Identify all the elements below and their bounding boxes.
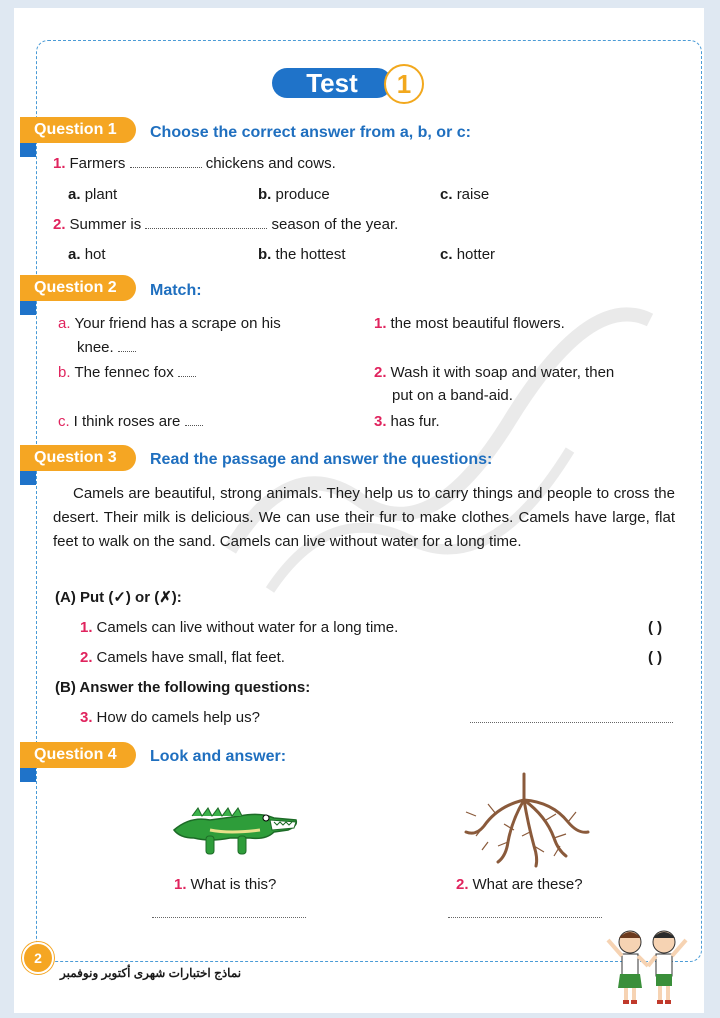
match-left-c [58,413,203,430]
match-number: 3. [374,413,387,430]
option-text: hotter [456,246,496,263]
match-letter: c. [58,413,70,430]
item-text: Camels can live without water for a long time. [96,619,399,636]
option-letter: c. [440,246,453,263]
answer-blank[interactable] [130,167,202,168]
question-2-tab [20,301,36,315]
option-text: hot [84,246,106,263]
question-1-badge: Question 1 [20,117,136,143]
tf-answer-box-1[interactable]: ( ) [648,619,663,636]
match-letter: b. [58,364,71,381]
question-4-badge: Question 4 [20,742,136,768]
q1-item-1-option-b[interactable] [258,186,330,203]
item-number: 1. [174,876,187,893]
watermark-signature [210,300,670,600]
answer-blank[interactable] [145,228,267,229]
question-3-tab [20,471,36,485]
children-illustration [604,926,692,1006]
item-text: Camels have small, flat feet. [96,649,285,666]
picture-question-2 [456,876,583,893]
item-text-post: season of the year. [271,216,399,233]
q1-item-2 [53,216,398,233]
answer-line[interactable] [448,916,602,918]
match-right-1 [374,315,565,332]
match-left-a [58,315,281,332]
answer-line[interactable] [470,721,673,723]
option-text: produce [275,186,330,203]
part-b-heading: (B) Answer the following questions: [55,679,311,696]
match-left-b [58,364,196,381]
match-letter: a. [58,315,71,332]
option-letter: a. [68,186,81,203]
tf-item-1 [80,619,398,636]
match-number: 1. [374,315,387,332]
item-number: 3. [80,709,93,726]
reading-passage: Camels are beautiful, strong animals. They help us to carry things and people to cross the desert. Their milk is delicious. We can use their fur to make clothes. Camels have large, flat feet to walk on the sand. Camels can live without water for a long time. [53,485,675,550]
roots-image [458,772,594,868]
item-number: 2. [80,649,93,666]
item-text: What is this? [190,876,277,893]
test-title: Test [272,68,392,98]
question-4-tab [20,768,36,782]
footer-text: نماذج اختبارات شهرى أكتوبر ونوفمبر [60,966,242,980]
item-text-pre: Summer is [69,216,142,233]
match-text: The fennec fox [74,364,174,381]
item-number: 1. [53,155,66,172]
item-text-pre: Farmers [69,155,126,172]
q1-item-1 [53,155,336,172]
q1-item-2-option-b[interactable] [258,246,346,263]
answer-blank[interactable] [118,351,136,352]
q1-item-2-option-a[interactable] [68,246,106,263]
match-text: I think roses are [73,413,181,430]
question-1-heading: Choose the correct answer from a, b, or c: [150,124,471,141]
q1-item-2-option-c[interactable] [440,246,495,263]
option-text: plant [84,186,118,203]
part-a-heading: (A) Put (✓) or (✗): [55,589,182,606]
match-text: the most beautiful flowers. [390,315,565,332]
match-text: has fur. [390,413,440,430]
item-number: 2. [53,216,66,233]
picture-question-1 [174,876,276,893]
match-right-3 [374,413,440,430]
match-right-2 [374,364,614,381]
option-text: raise [456,186,490,203]
match-left-a-cont [77,339,136,356]
match-right-2-cont [392,387,513,404]
question-4-heading: Look and answer: [150,748,287,765]
answer-blank[interactable] [185,425,203,426]
crocodile-image [170,786,300,862]
option-letter: b. [258,186,272,203]
item-number: 2. [456,876,469,893]
match-text: Your friend has a scrape on his [74,315,281,332]
item-text: How do camels help us? [96,709,260,726]
question-3-heading: Read the passage and answer the questions: [150,451,493,468]
item-text: What are these? [472,876,583,893]
match-text: knee. [77,339,114,356]
test-number-badge: 1 [384,64,424,104]
answer-line[interactable] [152,916,306,918]
open-question-3 [80,709,260,726]
question-3-badge: Question 3 [20,445,136,471]
tf-item-2 [80,649,285,666]
item-text-post: chickens and cows. [205,155,336,172]
q1-item-1-option-a[interactable] [68,186,117,203]
option-letter: a. [68,246,81,263]
page-number-badge: 2 [22,942,54,974]
option-letter: b. [258,246,272,263]
match-text: put on a band-aid. [392,387,513,404]
question-2-heading: Match: [150,282,202,299]
tf-answer-box-2[interactable]: ( ) [648,649,663,666]
match-text: Wash it with soap and water, then [390,364,615,381]
option-letter: c. [440,186,453,203]
question-2-badge: Question 2 [20,275,136,301]
answer-blank[interactable] [178,376,196,377]
question-1-tab [20,143,36,157]
match-number: 2. [374,364,387,381]
item-number: 1. [80,619,93,636]
option-text: the hottest [275,246,346,263]
q1-item-1-option-c[interactable] [440,186,489,203]
